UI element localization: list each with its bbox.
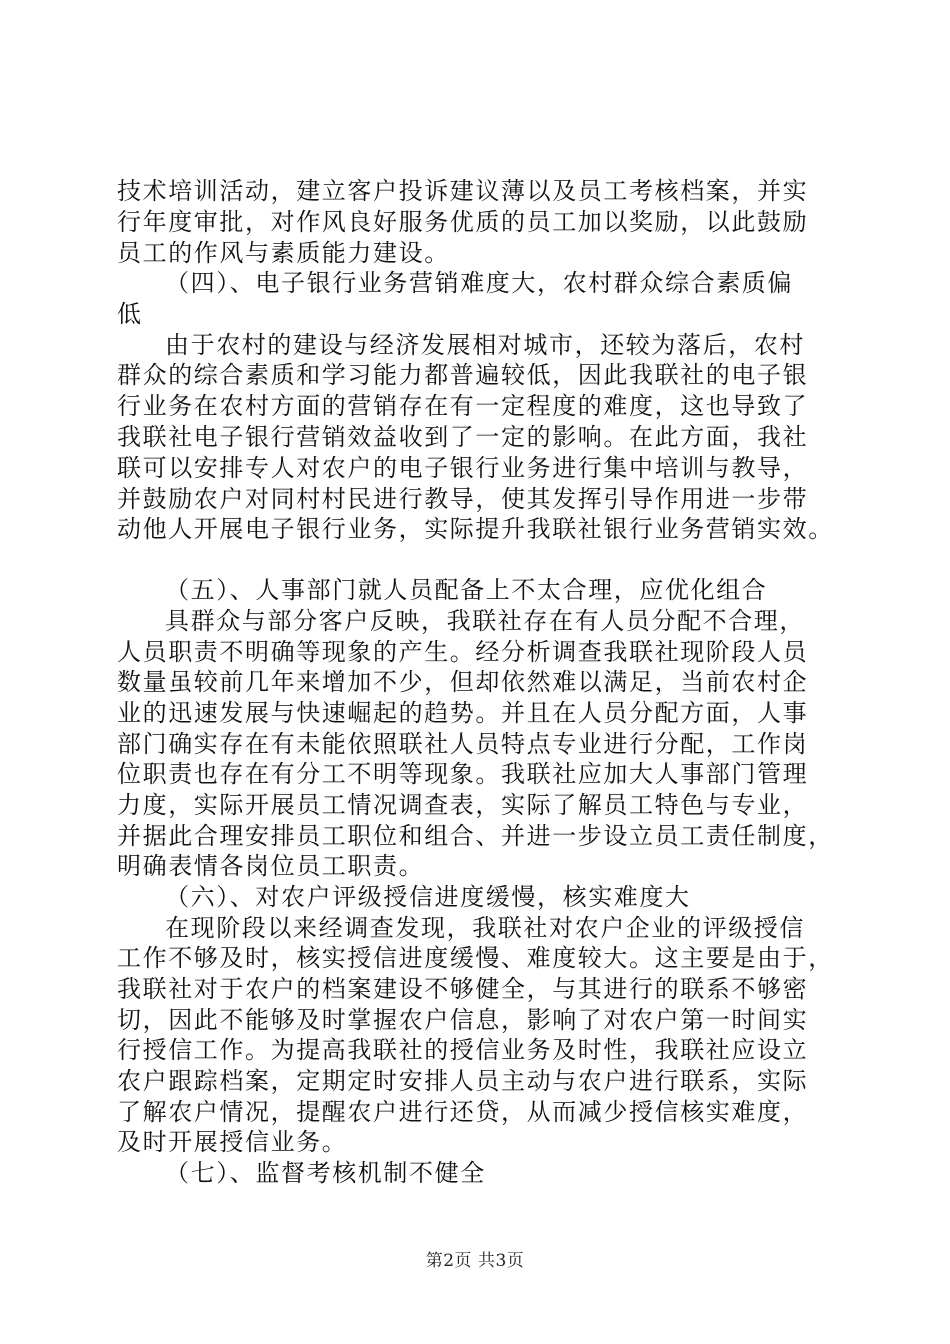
paragraph-line: 由于农村的建设与经济发展相对城市，还较为落后，农村 [165, 331, 805, 359]
paragraph-line: 并据此合理安排员工职位和组合、并进一步设立员工责任制度， [117, 822, 834, 850]
section-heading-6: （六）、对农户评级授信进度缓慢，核实难度大 [165, 883, 691, 911]
paragraph-line: 动他人开展电子银行业务，实际提升我联社银行业务营销实效。 [117, 515, 834, 543]
paragraph-line: 位职责也存在有分工不明等现象。我联社应加大人事部门管理 [117, 760, 809, 788]
paragraph-line: 明确表情各岗位员工职责。 [117, 852, 425, 880]
paragraph-line: 员工的作风与素质能力建设。 [117, 239, 450, 267]
paragraph-line: 行授信工作。为提高我联社的授信业务及时性，我联社应设立 [117, 1036, 809, 1064]
page-footer: 第2页 共3页 [425, 1251, 525, 1271]
paragraph-line: 及时开展授信业务。 [117, 1128, 348, 1156]
paragraph-line: 具群众与部分客户反映，我联社存在有人员分配不合理， [165, 607, 805, 635]
paragraph-line: 数量虽较前几年来增加不少，但却依然难以满足，当前农村企 [117, 668, 809, 696]
paragraph-line: 我联社电子银行营销效益收到了一定的影响。在此方面，我社 [117, 423, 809, 451]
paragraph-line: 行年度审批，对作风良好服务优质的员工加以奖励，以此鼓励 [117, 208, 809, 236]
paragraph-line: 工作不够及时，核实授信进度缓慢、难度较大。这主要是由于， [117, 944, 834, 972]
paragraph-line: 技术培训活动，建立客户投诉建议薄以及员工考核档案，并实 [117, 177, 809, 205]
paragraph-line: 联可以安排专人对农户的电子银行业务进行集中培训与教导， [117, 454, 809, 482]
paragraph-line: 行业务在农村方面的营销存在有一定程度的难度，这也导致了 [117, 392, 809, 420]
paragraph-line: 业的迅速发展与快速崛起的趋势。并且在人员分配方面，人事 [117, 699, 809, 727]
paragraph-line: 并鼓励农户对同村村民进行教导，使其发挥引导作用进一步带 [117, 485, 809, 513]
paragraph-line: 力度，实际开展员工情况调查表，实际了解员工特色与专业， [117, 791, 809, 819]
section-heading-7: （七）、监督考核机制不健全 [165, 1159, 486, 1187]
paragraph-line: 了解农户情况，提醒农户进行还贷，从而减少授信核实难度， [117, 1098, 809, 1126]
section-heading-5: （五）、人事部门就人员配备上不太合理，应优化组合 [165, 576, 768, 604]
section-heading-4-cont: 低 [117, 300, 143, 328]
paragraph-line: 群众的综合素质和学习能力都普遍较低，因此我联社的电子银 [117, 361, 809, 389]
paragraph-line: 部门确实存在有未能依照联社人员特点专业进行分配，工作岗 [117, 730, 809, 758]
paragraph-line: 人员职责不明确等现象的产生。经分析调查我联社现阶段人员 [117, 638, 809, 666]
paragraph-line: 我联社对于农户的档案建设不够健全，与其进行的联系不够密 [117, 975, 809, 1003]
paragraph-line: 切，因此不能够及时掌握农户信息，影响了对农户第一时间实 [117, 1006, 809, 1034]
section-heading-4: （四）、电子银行业务营销难度大，农村群众综合素质偏 [165, 269, 793, 297]
paragraph-line: 在现阶段以来经调查发现，我联社对农户企业的评级授信 [165, 914, 805, 942]
paragraph-line: 农户跟踪档案，定期定时安排人员主动与农户进行联系，实际 [117, 1067, 809, 1095]
